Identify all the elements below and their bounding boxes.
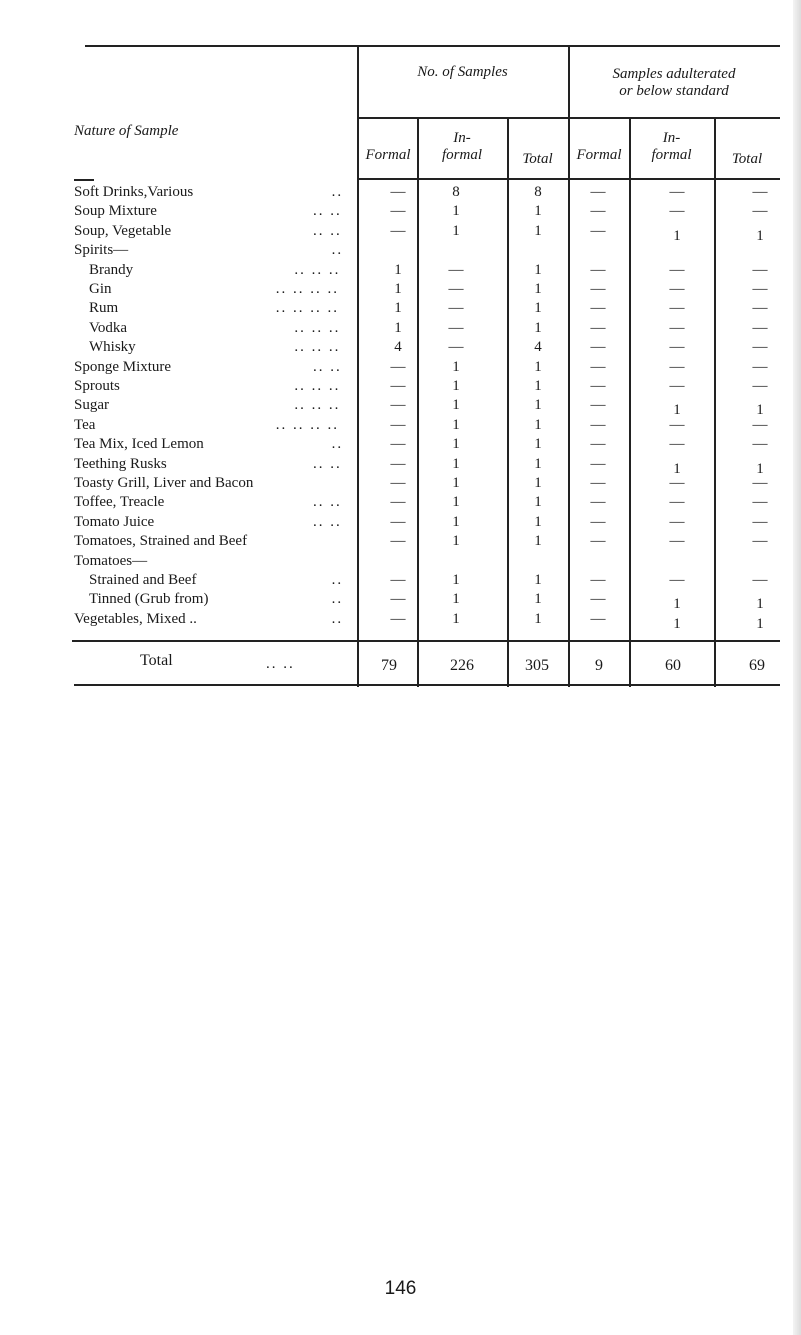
total-total: 305 — [525, 657, 549, 674]
row-cell: — — [390, 533, 406, 549]
row-cell: — — [669, 320, 685, 336]
row-cell: — — [590, 456, 606, 472]
row-cell: 1 — [452, 417, 460, 433]
row-cell: — — [669, 184, 685, 200]
header-nature-of-sample: Nature of Sample — [74, 123, 179, 139]
total-top-rule — [72, 640, 780, 642]
row-cell: 1 — [534, 514, 542, 530]
row-cell: 1 — [534, 320, 542, 336]
row-cell: — — [590, 417, 606, 433]
header-total-2: Total — [731, 151, 763, 167]
row-cell: — — [390, 436, 406, 452]
row-cell: — — [390, 456, 406, 472]
row-cell: — — [590, 611, 606, 627]
row-cell: — — [752, 339, 768, 355]
row-cell: — — [590, 262, 606, 278]
row-cell: 1 — [452, 514, 460, 530]
page-number: 146 — [384, 1278, 417, 1299]
row-cell: — — [669, 203, 685, 219]
row-cell: — — [390, 572, 406, 588]
row-cell: 1 — [452, 456, 460, 472]
row-cell: — — [590, 572, 606, 588]
row-leader-dots: .. — [331, 591, 344, 607]
row-label: Tomatoes— — [74, 553, 148, 569]
row-cell: 1 — [534, 397, 542, 413]
row-label: Tinned (Grub from) — [89, 591, 209, 607]
row-label: Vegetables, Mixed .. — [74, 611, 197, 627]
total-formal: 79 — [381, 657, 397, 674]
row-cell: — — [448, 339, 464, 355]
header-informal-1-line1: In- — [453, 130, 471, 146]
row-cell: — — [669, 262, 685, 278]
row-label: Sugar — [74, 397, 109, 413]
row-label: Tea Mix, Iced Lemon — [74, 436, 204, 452]
col-divider-5 — [629, 117, 631, 687]
header-bottom-rule-left — [74, 179, 94, 181]
row-leader-dots: .. .. .. .. — [275, 417, 340, 433]
top-rule — [85, 45, 780, 47]
row-cell: 1 — [756, 616, 764, 632]
row-cell: — — [752, 572, 768, 588]
row-cell: — — [448, 262, 464, 278]
row-leader-dots: .. .. — [313, 494, 342, 510]
row-cell: — — [390, 417, 406, 433]
row-leader-dots: .. .. .. — [294, 378, 341, 394]
row-label: Whisky — [89, 339, 136, 355]
header-informal-1-line2: formal — [441, 147, 482, 163]
row-cell: — — [448, 320, 464, 336]
row-label: Spirits— — [74, 242, 129, 258]
header-formal-1: Formal — [365, 147, 411, 163]
row-cell: — — [390, 514, 406, 530]
row-cell: — — [752, 514, 768, 530]
row-cell: — — [390, 494, 406, 510]
row-cell: 1 — [534, 417, 542, 433]
row-label: Strained and Beef — [89, 572, 197, 588]
bottom-rule — [74, 684, 780, 686]
row-cell: — — [590, 591, 606, 607]
row-cell: 8 — [452, 184, 460, 200]
row-leader-dots: .. .. — [313, 456, 342, 472]
row-cell: 1 — [673, 228, 681, 244]
row-cell: 1 — [534, 300, 542, 316]
row-leader-dots: .. .. — [313, 359, 342, 375]
row-cell: 1 — [452, 378, 460, 394]
row-cell: — — [590, 184, 606, 200]
total-dots: .. .. — [266, 656, 295, 672]
col-divider-3 — [507, 117, 509, 687]
row-cell: — — [669, 572, 685, 588]
row-cell: — — [669, 436, 685, 452]
row-cell: 1 — [534, 456, 542, 472]
total-informal: 226 — [450, 657, 474, 674]
row-cell: — — [669, 378, 685, 394]
header-adulterated-line1: Samples adulterated — [612, 66, 736, 82]
row-cell: — — [590, 533, 606, 549]
row-cell: — — [448, 300, 464, 316]
row-leader-dots: .. .. .. — [294, 339, 341, 355]
row-cell: — — [448, 281, 464, 297]
total-adulterated-informal: 60 — [665, 657, 681, 674]
row-cell: — — [390, 591, 406, 607]
row-cell: — — [390, 184, 406, 200]
row-cell: — — [390, 475, 406, 491]
header-adulterated-line2: or below standard — [619, 83, 729, 99]
row-label: Soup Mixture — [74, 203, 157, 219]
row-leader-dots: .. — [331, 242, 344, 258]
row-cell: 1 — [452, 494, 460, 510]
row-cell: 1 — [452, 359, 460, 375]
row-cell: — — [590, 203, 606, 219]
row-label: Vodka — [89, 320, 128, 336]
row-cell: — — [752, 378, 768, 394]
row-cell: 1 — [673, 616, 681, 632]
row-label: Toffee, Treacle — [74, 494, 165, 510]
total-adulterated-formal: 9 — [595, 657, 603, 674]
row-leader-dots: .. — [331, 436, 344, 452]
row-cell: — — [590, 514, 606, 530]
row-cell: 1 — [452, 475, 460, 491]
row-cell: 1 — [756, 228, 764, 244]
row-cell: — — [752, 184, 768, 200]
row-cell: — — [669, 494, 685, 510]
row-cell: — — [669, 417, 685, 433]
row-label: Soup, Vegetable — [74, 223, 172, 239]
row-cell: — — [590, 397, 606, 413]
row-cell: 1 — [452, 572, 460, 588]
row-cell: 1 — [452, 223, 460, 239]
row-cell: 1 — [534, 572, 542, 588]
row-cell: — — [752, 281, 768, 297]
row-leader-dots: .. .. — [313, 223, 342, 239]
header-informal-2-line2: formal — [651, 147, 692, 163]
row-cell: — — [390, 203, 406, 219]
row-leader-dots: .. — [331, 572, 344, 588]
row-cell: 1 — [394, 281, 402, 297]
row-cell: — — [590, 223, 606, 239]
row-cell: 1 — [534, 494, 542, 510]
row-cell: 4 — [394, 339, 402, 355]
row-cell: 1 — [673, 596, 681, 612]
row-label: Brandy — [89, 262, 134, 278]
col-divider-4 — [568, 45, 570, 687]
row-cell: 1 — [452, 611, 460, 627]
row-cell: 1 — [534, 262, 542, 278]
row-cell: 1 — [534, 281, 542, 297]
row-cell: — — [752, 320, 768, 336]
col-divider-6 — [714, 117, 716, 687]
row-cell: 1 — [534, 203, 542, 219]
row-cell: — — [590, 281, 606, 297]
total-adulterated-total: 69 — [749, 657, 765, 674]
row-cell: 1 — [394, 320, 402, 336]
row-cell: — — [590, 436, 606, 452]
row-cell: — — [752, 300, 768, 316]
row-cell: 1 — [534, 475, 542, 491]
row-cell: — — [590, 339, 606, 355]
row-cell: — — [669, 359, 685, 375]
row-cell: 4 — [534, 339, 542, 355]
row-cell: — — [390, 223, 406, 239]
row-cell: — — [669, 339, 685, 355]
row-leader-dots: .. .. .. — [294, 320, 341, 336]
row-cell: 1 — [452, 397, 460, 413]
row-leader-dots: .. — [331, 184, 344, 200]
row-label: Sprouts — [74, 378, 120, 394]
row-cell: 1 — [534, 436, 542, 452]
row-cell: 1 — [534, 378, 542, 394]
row-cell: — — [752, 359, 768, 375]
row-label: Tomatoes, Strained and Beef — [74, 533, 248, 549]
row-cell: — — [752, 417, 768, 433]
row-label: Teething Rusks — [74, 456, 167, 472]
row-cell: — — [390, 359, 406, 375]
row-cell: — — [752, 203, 768, 219]
row-cell: 1 — [452, 591, 460, 607]
row-label: Rum — [89, 300, 119, 316]
row-cell: — — [590, 475, 606, 491]
row-cell: — — [752, 262, 768, 278]
row-cell: 1 — [756, 596, 764, 612]
row-cell: 1 — [452, 533, 460, 549]
row-cell: 1 — [673, 402, 681, 418]
row-cell: — — [390, 378, 406, 394]
row-cell: 1 — [756, 402, 764, 418]
row-leader-dots: .. .. .. .. — [275, 281, 340, 297]
row-cell: 1 — [534, 533, 542, 549]
row-cell: — — [752, 475, 768, 491]
row-cell: 1 — [452, 203, 460, 219]
row-leader-dots: .. .. .. — [294, 397, 341, 413]
row-cell: 1 — [673, 461, 681, 477]
row-leader-dots: .. — [331, 611, 344, 627]
row-cell: 1 — [534, 359, 542, 375]
row-label: Toasty Grill, Liver and Bacon — [74, 475, 254, 491]
row-cell: — — [590, 378, 606, 394]
row-cell: 1 — [394, 300, 402, 316]
row-cell: — — [752, 494, 768, 510]
row-cell: 1 — [394, 262, 402, 278]
header-total-1: Total — [522, 151, 553, 167]
row-cell: 1 — [534, 611, 542, 627]
row-leader-dots: .. .. .. — [294, 262, 341, 278]
row-cell: — — [590, 300, 606, 316]
row-label: Gin — [89, 281, 112, 297]
row-leader-dots: .. .. — [313, 514, 342, 530]
row-label: Soft Drinks,Various — [74, 184, 194, 200]
row-cell: — — [669, 514, 685, 530]
row-cell: — — [590, 494, 606, 510]
row-cell: — — [669, 533, 685, 549]
col-divider-1 — [357, 45, 359, 687]
header-informal-2-line1: In- — [662, 130, 681, 146]
row-cell: 1 — [534, 223, 542, 239]
row-cell: — — [590, 320, 606, 336]
row-cell: — — [752, 533, 768, 549]
row-cell: — — [590, 359, 606, 375]
row-cell: — — [669, 300, 685, 316]
row-leader-dots: .. .. — [313, 203, 342, 219]
row-cell: 1 — [756, 461, 764, 477]
row-cell: — — [669, 475, 685, 491]
row-cell: 8 — [534, 184, 542, 200]
total-label: Total — [140, 652, 173, 669]
header-formal-2: Formal — [576, 147, 622, 163]
row-cell: 1 — [534, 591, 542, 607]
row-cell: — — [390, 611, 406, 627]
row-label: Tea — [74, 417, 96, 433]
header-no-of-samples: No. of Samples — [417, 64, 508, 80]
row-cell: — — [390, 397, 406, 413]
row-label: Sponge Mixture — [74, 359, 172, 375]
row-cell: — — [669, 281, 685, 297]
row-cell: — — [752, 436, 768, 452]
row-cell: 1 — [452, 436, 460, 452]
row-label: Tomato Juice — [74, 514, 155, 530]
row-leader-dots: .. .. .. .. — [275, 300, 340, 316]
